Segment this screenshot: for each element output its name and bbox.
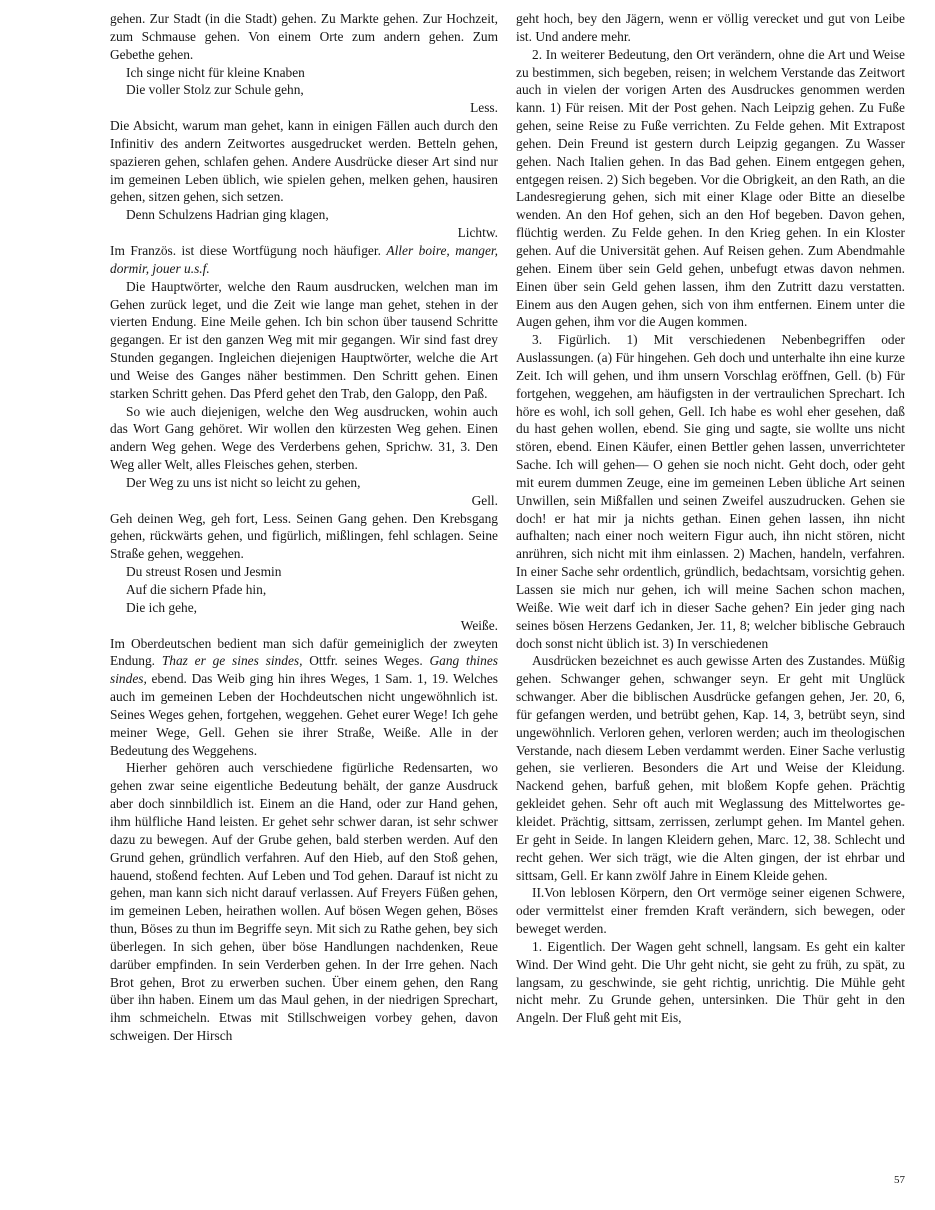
verse-line: Die ich gehe, — [126, 599, 198, 615]
text-run: Im Oberdeutschen bedient man sich dafür gemeiniglich der zweyten Endung. — [110, 635, 498, 669]
page-number: 57 — [894, 1174, 905, 1186]
italic-text-run: Gang thines sindes, — [110, 653, 499, 687]
paragraph: 3. Figürlich. 1) Mit verschiedenen Nebenbegriffen oder Auslassungen. (a) Für hingehen. Geh doch und unterhalte ihn eine kurze Zeit. Ich will gehen, und ihm unsern Vorschlag eröffnen, Gell. (b) Für fortgehen, weggehen, am häufigsten in der vertraulichen Sprechart. Ich höre es wohl, ich soll gehen, Gell. Ich habe es wohl eher gesehen, daß du hast gehen wollen, ebend. Sie ging und sagte, sie wollte uns nicht stören, ebend. Einen Käufer, einen Bettler gehen lassen, unverrichteter Sache. Ich will gehen— O gehen sie noch nicht. Geht doch, oder geht mit eurem dummen Zeuge, eine im gemeinen Leben übliche Art seinen Unwillen, sein Mißfallen und seinen Zweifel auszudrucken. Gehen sie doch! er hat mir ja nichts gethan. Einen gehen lassen, ihn nicht aufhalten; nach einer noch weitern Figur auch, ihn nicht stören, nicht anrühren, sich nicht mit ihm einlassen. 2) Machen, handeln, verfahren. In einer Sache sehr ordentlich, gründlich, bedachtsam, vorsichtig gehen. Lassen sie mich nur gehen, ich will meine Sachen schon machen, Weiße. Wie weit darf ich in dieser Sache gehen? Ein jeder ging nach seines bösen Herzens Gedanken, Jer. 11, 8; welcher biblische Gebrauch doch sonst nicht üblich ist. 3) In verschiedenen — [516, 332, 905, 651]
verse-line: Die voller Stolz zur Schule gehn, — [126, 82, 304, 98]
paragraph-continuation: Die Absicht, warum man gehet, kann in einigen Fällen auch durch den Infinitiv des andern Zeitwortes ausgedrucket werden. Betteln gehen, spazieren gehen, schlafen gehen. Andere Ausdrücke dieser Art sind nur im gemeinen Leben üblich, wie spielen gehen, melken gehen, hausiren gehen, sitzen gehen, sich setzen. — [110, 118, 498, 205]
text-run: ebend. Das Weib ging hin ihres Weges, 1 Sam. 1, 19. Welches auch im gemeinen Leben der Hochdeutschen nicht ungewöhnlich ist. Seines Weges gehen, fortgehen, weggehen. Gehet eurer Wege! Ich gehe meiner Wege, Gell. Gehen sie ihrer Straße, Weiße. Alle in der Bedeutung des Weggehens. — [110, 671, 498, 758]
text-run: Ottfr. seines Weges. — [302, 653, 430, 669]
paragraph-continuation — [110, 635, 498, 760]
verse-line: Ich singe nicht für kleine Knaben — [126, 64, 305, 80]
verse-line: Du streust Rosen und Jesmin — [126, 564, 282, 580]
paragraph: Die Hauptwörter, welche den Raum ausdrucken, welchen man im Gehen zurück leget, und die Zeit wie lange man gehet, stehen in der vierten Endung. Eine Meile gehen. Ich bin schon über tausend Schritte gegangen. Er ist den ganzen Weg mit mir gegangen. Wir sind fast drey Stunden gegangen. Ingleichen diejenigen Hauptwörter, welche die Art und Weise des Ganges näher bestimmen. Den Schritt gehen. Einen starken Schritt gehen. Das Pferd gehet den Trab, den Galopp, den Paß. — [110, 278, 498, 401]
paragraph: II.Von leblosen Körpern, den Ort vermöge seiner eigenen Schwere, oder vermittelst einer fremden Kraft verändern, sich bewegen, oder beweget werden. — [516, 885, 905, 937]
verse-line: Denn Schulzens Hadrian ging klagen, — [126, 207, 329, 223]
italic-text-run: Aller boire, manger, dormir, jouer u.s.f. — [110, 242, 498, 276]
right-column — [516, 10, 905, 1027]
paragraph: Hierher gehören auch verschiedene figürliche Redensarten, wo gehen zwar seine eigentliche Bedeutung behält, der ganze Ausdruck aber doch sinnbildlich ist. Einem an die Hand, oder zur Hand gehen, ihm hülfliche Hand leisten. Er gehet sehr schwer daran, ist sehr schwer dazu zu bewegen. Auf der Grube gehen, bald sterben werden. Auf den Grund gehen, gründlich verfahren. Auf den Hieb, auf den Stoß gehen, hauend, stoßend fechten. Auf Leben und Tod gehen. Darauf ist nicht zu gehen, man kann sich nicht darauf verlassen. Auf Freyers Füßen gehen, im gemeinen Leben, heirathen wollen. Auf bösen Wegen gehen, Böses thun, Böses zu thun im Begriffe seyn. Mit sich zu Rathe gehen, bey sich überlegen. In sich gehen, über böse Handlungen nachdenken, Reue darüber empfinden. In sein Verderben gehen. In der Irre gehen. Nach Brot gehen, Brot zu erwerben suchen. Über einem gehen, den Rang über ihn haben. Einem um das Maul gehen, in der niedrigen Sprechart, ihm schmeicheln. Etwas mit Stillschweigen vorbey gehen, davon schweigen. Der Hirsch — [110, 760, 498, 1044]
paragraph: Ausdrücken bezeichnet es auch gewisse Arten des Zustandes. Müßig gehen. Schwanger gehen, schwanger seyn. Er geht mit Unglück schwanger. Aber die biblischen Ausdrücke gefangen gehen, Jer. 20, 6, für gefangen werden, und betrübt gehen, Kap. 14, 3, betrübt seyn, sind ungewöhnlich. Verloren gehen, verloren werden; auch im theologischen Verstande, nach diesem Leben verdammt werden. Einer Sache verlustig gehen, sie verlieren. Besonders die Art und Weise der Kleidung. Nackend gehen, barfuß gehen, mit bloßem Kopfe gehen. Prächtig gekleidet gehen. Sehr oft auch mit Weglassung des Mittelwortes gekleidet. Prächtig, sittsam, zerrissen, zerlumpt gehen. Im Mantel gehen. Er geht in Seide. In langen Kleidern gehen, Marc. 12, 38. Schlecht und recht gehen. Wer sich trägt, wie die Alten gingen, der ist ehrbar und sittsam, Gell. Er kann zwölf Jahre in Einem Kleide gehen. — [516, 653, 905, 883]
verse-line: Auf die sichern Pfade hin, — [126, 582, 267, 597]
paragraph-continuation: gehen. Zur Stadt (in die Stadt) gehen. Zu Markte gehen. Zur Hochzeit, zum Schmause gehen. Von einem Orte zum andern gehen. Zum Gebethe gehen. — [110, 11, 498, 62]
quote-source: Lichtw. — [457, 225, 498, 241]
paragraph-continuation: Geh deinen Weg, geh fort, Less. Seinen Gang gehen. Den Krebsgang gehen, rückwärts gehen, und figürlich, mißlingen, fehl schlagen. Seine Straße gehen, weggehen. — [110, 510, 498, 562]
paragraph-continuation: geht hoch, bey den Jägern, wenn er völlig verecket und gut von Leibe ist. Und andere mehr. — [516, 11, 905, 44]
quote-source: Gell. — [471, 492, 498, 508]
paragraph-continuation — [110, 242, 498, 278]
italic-text-run: Thaz er ge sines sindes, — [161, 653, 303, 669]
paragraph: 2. In weiterer Bedeutung, den Ort verändern, ohne die Art und Weise zu bestimmen, sich begeben, reisen; in welchem Verstande das Zeitwort auch in vielen der vorigen Arten des Ausdruckes genommen werden kann. 1) Für reisen. Mit der Post gehen. Nach Leipzig gehen. Zu Fuße gehen, seine Reise zu Fuße verrichten. Zu Felde gehen. Mit Extrapost gehen. Dein Freund ist gestern durch Leipzig gegangen. Zu Wasser gehen. Nach Italien gehen. In das Bad gehen. Einem entgegen gehen, entgegen reisen. 2) Sich begeben. Vor die Obrigkeit, an den Rath, an die Landesregierung gehen, sich mit einer Klage oder Bitte an dieselbe wenden. An den Hof gehen, sich an den Hof begeben. Davon gehen, flüchtig werden. Zu Felde gehen. In den Krieg gehen. In ein Kloster gehen. Auf die Universität gehen. Auf Reisen gehen. Zum Abendmahle gehen. Einem über sein Geld gehen, unbefugt etwas davon nehmen. Einen über sein Geld gehen lassen, ihm den Zutritt dazu verstatten. Einem aus den Augen gehen, sich von ihm entfernen. Einem unter die Augen gehen, ihm vor die Augen kommen. — [516, 46, 905, 330]
quote-source: Less. — [470, 100, 498, 116]
left-column — [110, 10, 498, 1045]
verse-line: Der Weg zu uns ist nicht so leicht zu gehen, — [126, 474, 361, 490]
text-run: Im Französ. ist diese Wortfügung noch häufiger. — [110, 242, 387, 258]
paragraph: 1. Eigentlich. Der Wagen geht schnell, langsam. Es geht ein kalter Wind. Der Wind geht. Die Uhr geht nicht, sie geht zu früh, zu spät, zu langsam, zu geschwinde, sie geht richtig, unrichtig. Die Mühle geht nicht mehr. Zu Grunde gehen, untersinken. Die Thür geht in den Angeln. Der Fluß geht mit Eis, — [516, 938, 905, 1026]
paragraph: So wie auch diejenigen, welche den Weg ausdrucken, wohin auch das Wort Gang gehöret. Wir wollen den kürzesten Weg gehen. Einen andern Weg gehen. Wege des Verderbens gehen, Sprichw. 31, 3. Den Weg aller Welt, alles Fleisches gehen, sterben. — [110, 403, 498, 473]
quote-source: Weiße. — [460, 617, 498, 633]
